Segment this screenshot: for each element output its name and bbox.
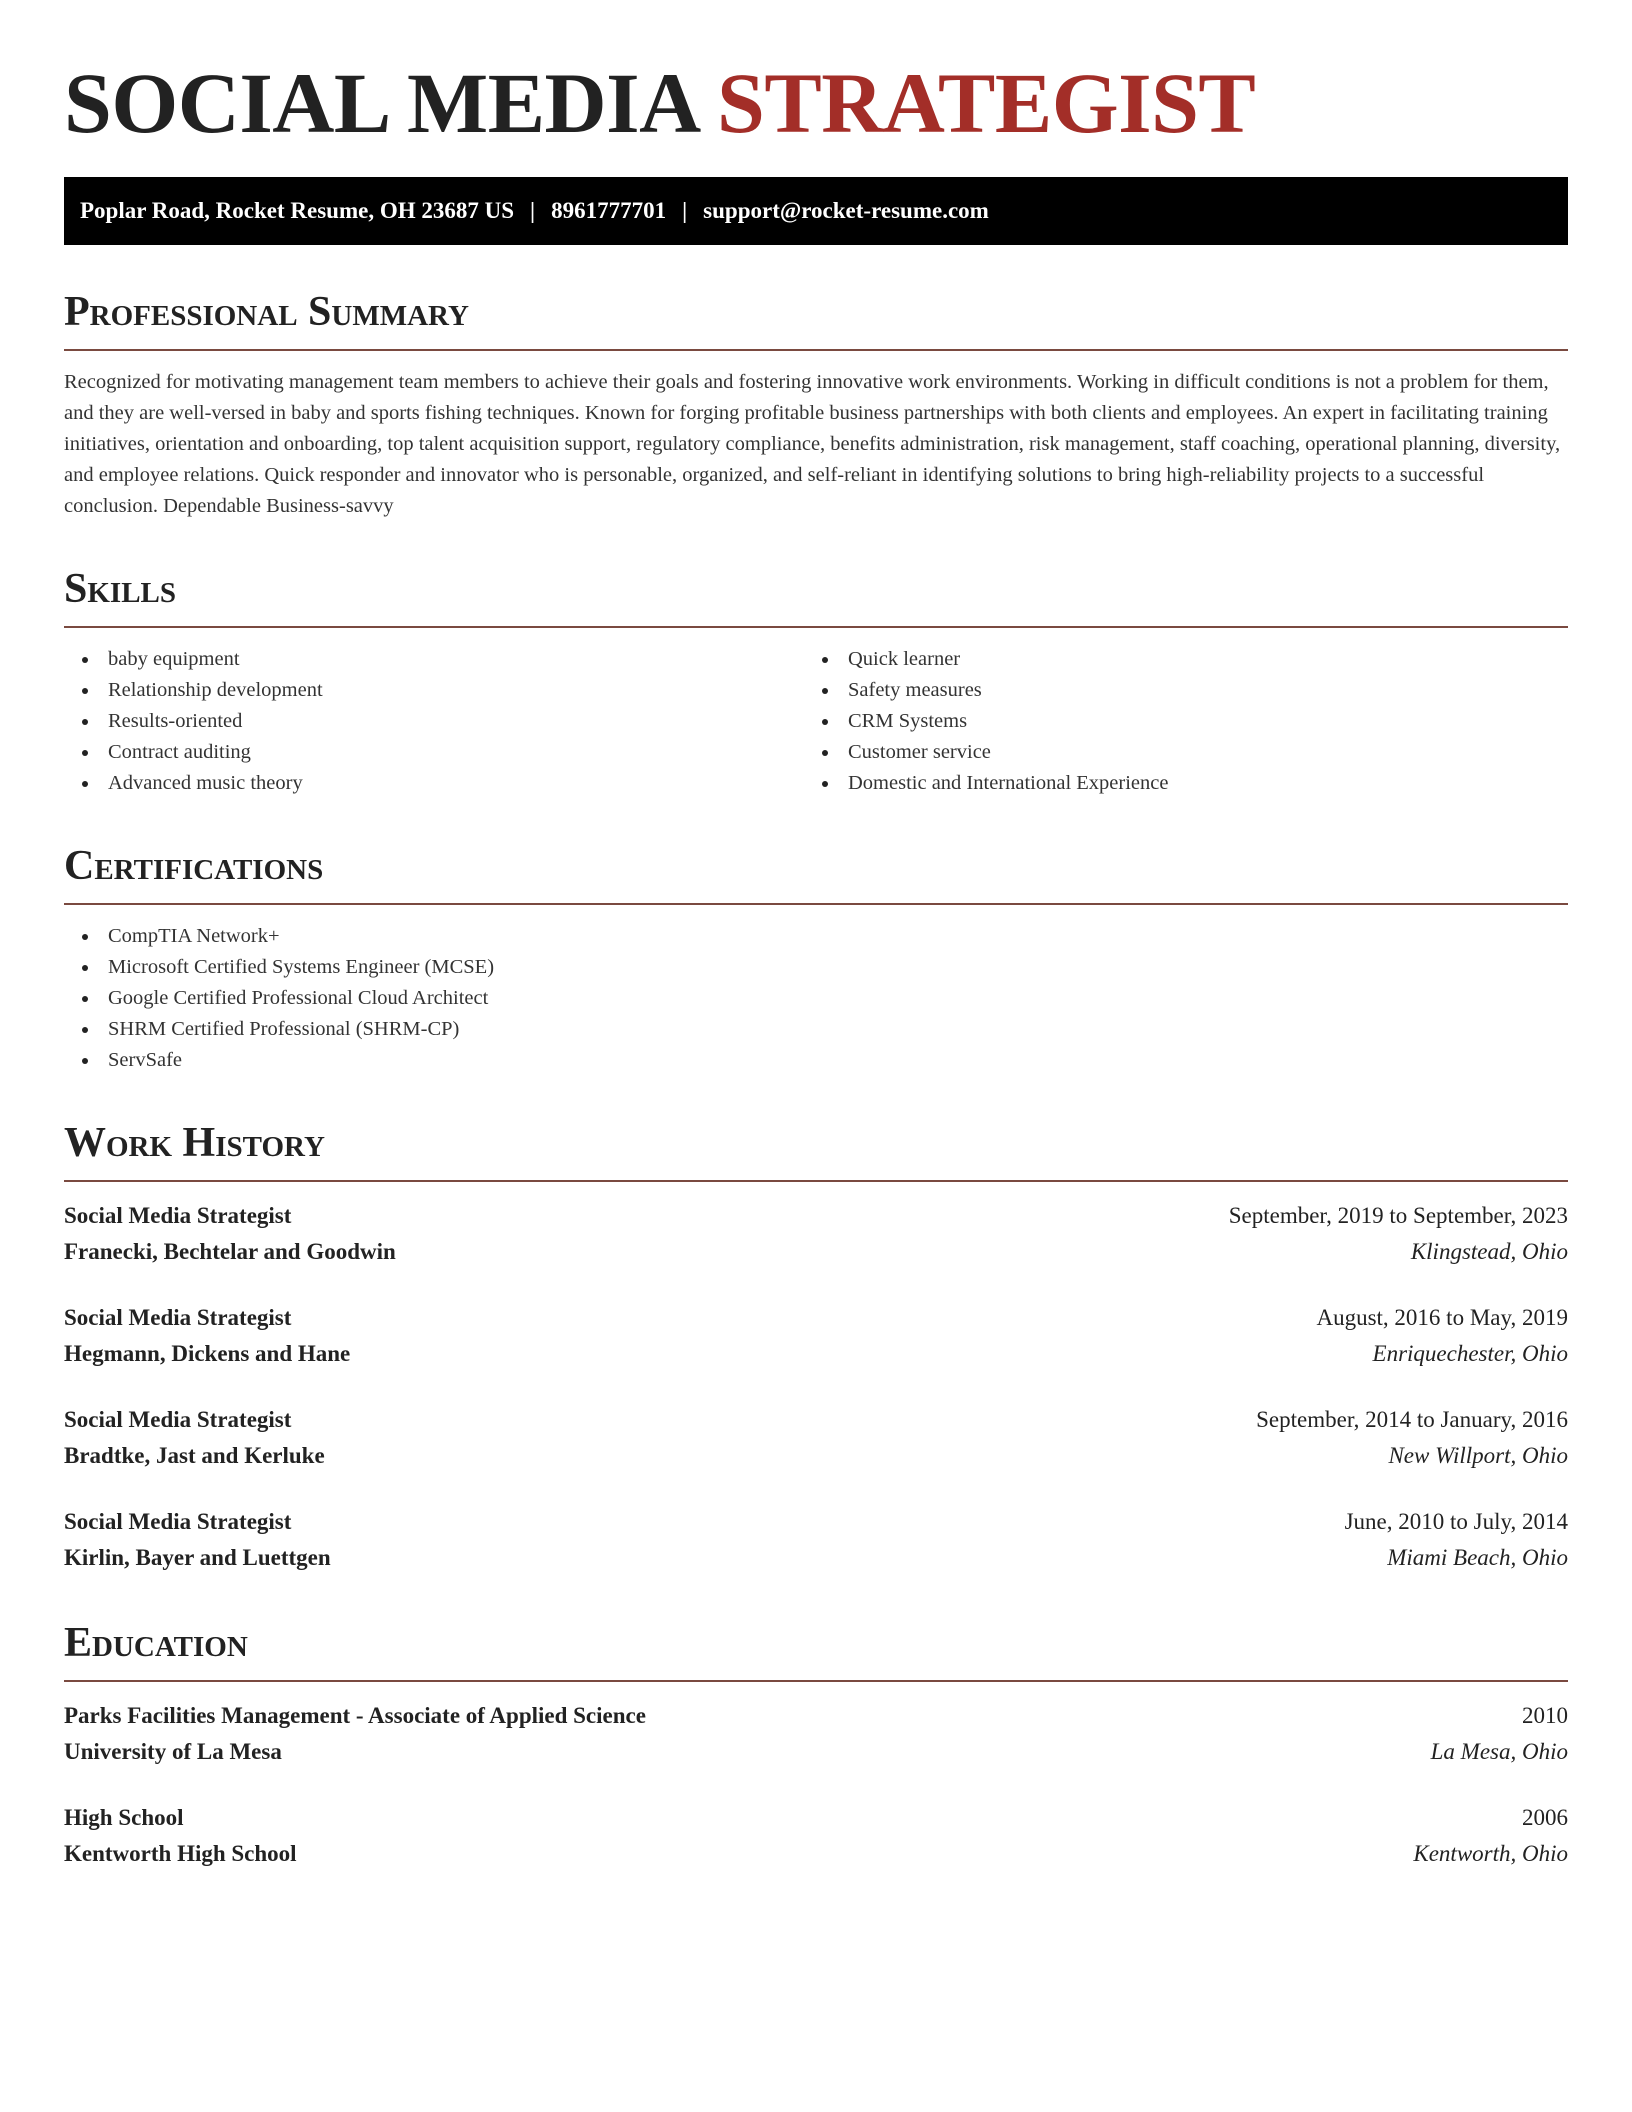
- job-role: Social Media Strategist: [64, 1304, 292, 1330]
- skills-list-left: [64, 644, 804, 799]
- skill-item: Relationship development: [64, 675, 804, 706]
- certification-item: SHRM Certified Professional (SHRM-CP): [64, 1014, 1568, 1045]
- work-entry-row: [64, 1336, 1568, 1372]
- school-location: La Mesa, Ohio: [1430, 1738, 1568, 1764]
- job-dates: August, 2016 to May, 2019: [1316, 1304, 1568, 1330]
- skill-item: Results-oriented: [64, 706, 804, 737]
- work-entry-row: [64, 1438, 1568, 1474]
- certification-item: Microsoft Certified Systems Engineer (MCSE): [64, 952, 1568, 983]
- skill-item: Contract auditing: [64, 737, 804, 768]
- certification-item: CompTIA Network+: [64, 921, 1568, 952]
- degree: High School: [64, 1804, 184, 1830]
- summary-text: Recognized for motivating management team members to achieve their goals and fostering innovative work environments. Working in difficult conditions is not a problem for them, and they are well-versed in baby and sports fishing techniques. Known for forging profitable business partnerships with both clients and employees. An expert in facilitating training initiatives, orientation and onboarding, top talent acquisition support, regulatory compliance, benefits administration, risk management, staff coaching, operational planning, diversity, and employee relations. Quick responder and innovator who is personable, organized, and self-reliant in identifying solutions to bring high-reliability projects to a successful conclusion. Dependable Business-savvy: [64, 370, 1561, 517]
- skills-grid: [64, 644, 1568, 799]
- section-title: Work History: [64, 1122, 1568, 1182]
- work-entry: [64, 1198, 1568, 1270]
- skill-item: Safety measures: [804, 675, 1544, 706]
- job-dates: June, 2010 to July, 2014: [1344, 1508, 1568, 1534]
- section-title: Professional Summary: [64, 291, 1568, 351]
- skill-item: Domestic and International Experience: [804, 768, 1544, 799]
- title-part-2: STRATEGIST: [717, 55, 1256, 151]
- skills-list-right: [804, 644, 1544, 799]
- job-company: Bradtke, Jast and Kerluke: [64, 1442, 325, 1468]
- skill-item: CRM Systems: [804, 706, 1544, 737]
- skill-item: Quick learner: [804, 644, 1544, 675]
- job-role: Social Media Strategist: [64, 1508, 292, 1534]
- job-location: New Willport, Ohio: [1388, 1442, 1568, 1468]
- contact-bar: [64, 177, 1568, 245]
- work-entry-row: [64, 1402, 1568, 1438]
- certification-item: ServSafe: [64, 1045, 1568, 1076]
- graduation-year: 2010: [1522, 1702, 1568, 1728]
- contact-address: Poplar Road, Rocket Resume, OH 23687 US: [80, 197, 515, 223]
- education-entry-row: [64, 1734, 1568, 1770]
- job-location: Klingstead, Ohio: [1410, 1238, 1568, 1264]
- school: Kentworth High School: [64, 1840, 297, 1866]
- contact-separator: |: [682, 197, 688, 223]
- skill-item: baby equipment: [64, 644, 804, 675]
- degree: Parks Facilities Management - Associate of Applied Science: [64, 1702, 646, 1728]
- school-location: Kentworth, Ohio: [1413, 1840, 1568, 1866]
- work-entry: [64, 1300, 1568, 1372]
- work-entry-row: [64, 1234, 1568, 1270]
- work-entry: [64, 1504, 1568, 1576]
- job-role: Social Media Strategist: [64, 1406, 292, 1432]
- job-dates: September, 2019 to September, 2023: [1228, 1202, 1568, 1228]
- education-section: [64, 1619, 1568, 1872]
- work-entry-row: [64, 1300, 1568, 1336]
- section-title: Education: [64, 1622, 1568, 1682]
- certifications-section: [64, 842, 1568, 1076]
- job-role: Social Media Strategist: [64, 1202, 292, 1228]
- contact-email: support@rocket-resume.com: [703, 197, 989, 223]
- education-entry-row: [64, 1800, 1568, 1836]
- graduation-year: 2006: [1522, 1804, 1568, 1830]
- work-entry-row: [64, 1198, 1568, 1234]
- skill-item: Advanced music theory: [64, 768, 804, 799]
- job-location: Miami Beach, Ohio: [1387, 1544, 1568, 1570]
- work-entry: [64, 1402, 1568, 1474]
- section-title: Certifications: [64, 845, 1568, 905]
- certification-item: Google Certified Professional Cloud Architect: [64, 983, 1568, 1014]
- education-entry-row: [64, 1698, 1568, 1734]
- skills-section: [64, 565, 1568, 799]
- job-company: Kirlin, Bayer and Luettgen: [64, 1544, 331, 1570]
- resume-title: [64, 56, 1568, 151]
- contact-phone: 8961777701: [551, 197, 667, 223]
- education-entry-row: [64, 1836, 1568, 1872]
- contact-separator: |: [530, 197, 536, 223]
- job-location: Enriquechester, Ohio: [1372, 1340, 1568, 1366]
- education-entry: [64, 1698, 1568, 1770]
- skill-item: Customer service: [804, 737, 1544, 768]
- work-entry-row: [64, 1504, 1568, 1540]
- section-title: Skills: [64, 568, 1568, 628]
- summary-section: [64, 288, 1568, 522]
- job-company: Hegmann, Dickens and Hane: [64, 1340, 351, 1366]
- title-part-1: SOCIAL MEDIA: [64, 55, 696, 151]
- certifications-list: [64, 921, 1568, 1076]
- education-entry: [64, 1800, 1568, 1872]
- job-company: Franecki, Bechtelar and Goodwin: [64, 1238, 396, 1264]
- work-entry-row: [64, 1540, 1568, 1576]
- school: University of La Mesa: [64, 1738, 282, 1764]
- work-history-section: [64, 1119, 1568, 1576]
- job-dates: September, 2014 to January, 2016: [1256, 1406, 1568, 1432]
